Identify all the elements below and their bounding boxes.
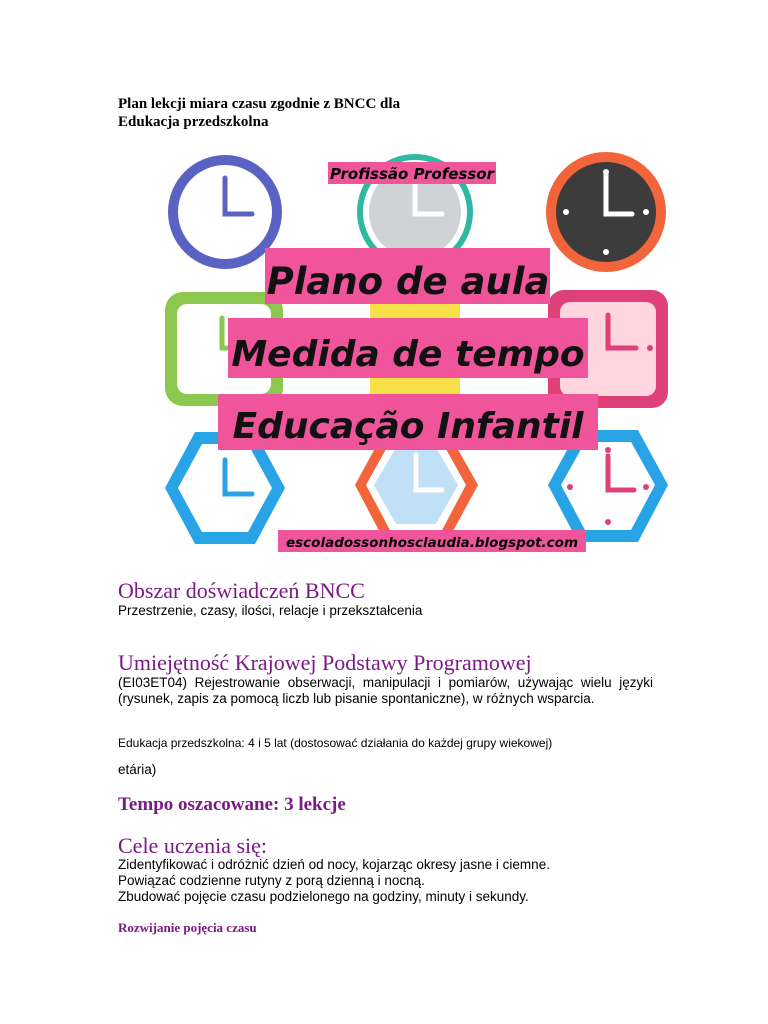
orange-clock-icon (546, 152, 666, 272)
banner-line-2: Medida de tempo (231, 334, 585, 375)
etaria-text: etária) (118, 762, 157, 777)
area-text: Przestrzenie, czasy, ilości, relacje i przekształcenia (118, 603, 423, 618)
skill-text: (EI03ET04) Rejestrowanie obserwacji, manipulacji i pomiarów, używając wielu języki (rysunek, zapis za pomocą liczb lub pisanie spontaniczne), w różnych wsparcia. (118, 675, 653, 706)
banner-line-3: Educação Infantil (232, 406, 584, 447)
list-item: Zbudować pojęcie czasu podzielonego na godziny, minuty i sekundy. (118, 889, 529, 904)
list-item: Powiązać codzienne rutyny z porą dzienną i nocną. (118, 873, 425, 888)
document-subtitle: Edukacja przedszkolna (118, 114, 269, 130)
top-tag-text: Profissão Professor (329, 165, 495, 183)
concept-heading: Rozwijanie pojęcia czasu (118, 920, 257, 935)
document-title: Plan lekcji miara czasu zgodnie z BNCC dla (118, 96, 401, 112)
banner-line-1: Plano de aula (266, 260, 550, 303)
area-heading: Obszar doświadczeń BNCC (118, 578, 365, 603)
age-group-text: Edukacja przedszkolna: 4 i 5 lat (dostosować działania do każdej grupy wiekowej) (118, 736, 553, 750)
time-estimate-heading: Tempo oszacowane: 3 lekcje (118, 794, 346, 815)
learning-goals-list (118, 857, 550, 905)
skill-heading: Umiejętność Krajowej Podstawy Programowej (118, 650, 532, 675)
purple-clock-icon (168, 155, 282, 269)
list-item: Zidentyfikować i odróżnić dzień od nocy, kojarząc okresy jasne i ciemne. (118, 857, 550, 872)
cover-illustration (160, 150, 670, 560)
footer-url: escoladossonhosclaudia.blogspot.com (285, 535, 579, 551)
learning-goals-heading: Cele uczenia się: (118, 833, 268, 858)
